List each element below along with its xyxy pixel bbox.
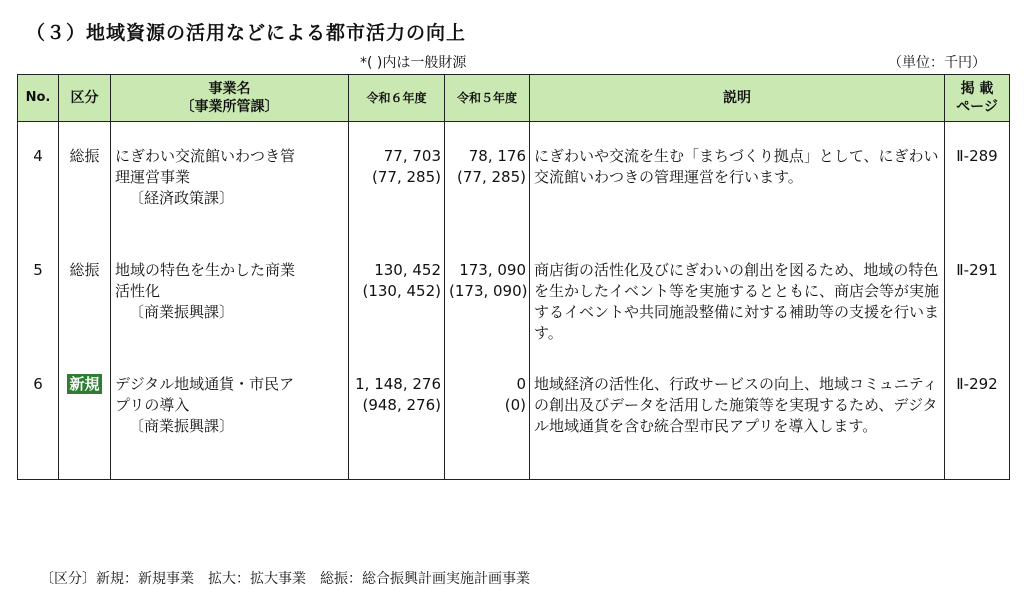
- row-kubun: [59, 374, 111, 480]
- row-no: 4: [18, 146, 59, 260]
- project-dept: 〔商業振興課〕: [129, 417, 235, 435]
- project-name-line2: 活性化: [115, 282, 161, 300]
- r5-total: 0: [516, 375, 526, 393]
- row-r5-amount: [445, 260, 530, 374]
- header-r5: 令和５年度: [445, 75, 530, 122]
- row-r6-amount: [349, 146, 445, 260]
- header-kubun: 区分: [59, 75, 111, 122]
- row-r6-amount: [349, 374, 445, 480]
- r5-general-fund: (173, 090): [449, 282, 528, 300]
- new-badge: 新規: [69, 375, 100, 393]
- project-dept: 〔商業振興課〕: [129, 303, 235, 321]
- row-no: 5: [18, 260, 59, 374]
- r6-general-fund: (948, 276): [362, 396, 441, 414]
- header-r6: 令和６年度: [349, 75, 445, 122]
- header-page-line2: ページ: [956, 99, 998, 115]
- row-r6-amount: [349, 260, 445, 374]
- header-no: No.: [18, 75, 59, 122]
- header-project-name-line2: 〔事業所管課〕: [180, 99, 279, 115]
- header-page: [945, 75, 1010, 122]
- row-kubun: 総振: [59, 260, 111, 374]
- r5-total: 78, 176: [468, 147, 526, 165]
- row-kubun: 総振: [59, 146, 111, 260]
- header-description: 説明: [530, 75, 945, 122]
- project-name-line2: プリの導入: [115, 396, 190, 414]
- r6-general-fund: (77, 285): [372, 168, 441, 186]
- general-fund-note: *( )内は一般財源: [360, 55, 467, 71]
- row-r5-amount: [445, 146, 530, 260]
- row-project-name: [111, 146, 349, 260]
- unit-note: （単位：千円）: [888, 55, 986, 71]
- row-description: 地域経済の活性化、行政サービスの向上、地域コミュニティの創出及びデータを活用した施策等を実現するため、デジタル地域通貨を含む統合型市民アプリを導入します。: [530, 374, 945, 480]
- spacer-row: [18, 122, 1010, 147]
- table-row: [18, 374, 1010, 480]
- r6-general-fund: (130, 452): [362, 282, 441, 300]
- header-page-line1: 掲 載: [960, 81, 994, 97]
- header-project-name-line1: 事業名: [208, 81, 251, 97]
- row-no: 6: [18, 374, 59, 480]
- table-header-row: [18, 75, 1010, 122]
- project-name-line1: デジタル地域通貨・市民ア: [115, 375, 295, 393]
- table-row: [18, 260, 1010, 374]
- row-project-name: [111, 260, 349, 374]
- project-dept: 〔経済政策課〕: [129, 189, 235, 207]
- row-project-name: [111, 374, 349, 480]
- category-legend: 〔区分〕新規：新規事業 拡大：拡大事業 総振：総合振興計画実施計画事業: [40, 571, 530, 587]
- row-page: Ⅱ-289: [945, 146, 1010, 260]
- row-page: Ⅱ-291: [945, 260, 1010, 374]
- row-description: 商店街の活性化及びにぎわいの創出を図るため、地域の特色を生かしたイベント等を実施するとともに、商店会等が実施するイベントや共同施設整備に対する補助等の支援を行います。: [530, 260, 945, 374]
- r6-total: 1, 148, 276: [355, 375, 441, 393]
- page-title: （３）地域資源の活用などによる都市活力の向上: [26, 22, 467, 44]
- r5-general-fund: (0): [504, 396, 526, 414]
- r6-total: 130, 452: [374, 261, 441, 279]
- table-row: [18, 146, 1010, 260]
- r5-total: 173, 090: [459, 261, 526, 279]
- r5-general-fund: (77, 285): [457, 168, 526, 186]
- header-project-name: [111, 75, 349, 122]
- budget-table: [17, 74, 1010, 480]
- row-r5-amount: [445, 374, 530, 480]
- project-name-line2: 理運営事業: [115, 168, 191, 186]
- r6-total: 77, 703: [383, 147, 441, 165]
- project-name-line1: にぎわい交流館いわつき管: [115, 147, 296, 165]
- project-name-line1: 地域の特色を生かした商業: [115, 261, 296, 279]
- row-description: にぎわいや交流を生む「まちづくり拠点」として、にぎわい交流館いわつきの管理運営を行います。: [530, 146, 945, 260]
- row-page: Ⅱ-292: [945, 374, 1010, 480]
